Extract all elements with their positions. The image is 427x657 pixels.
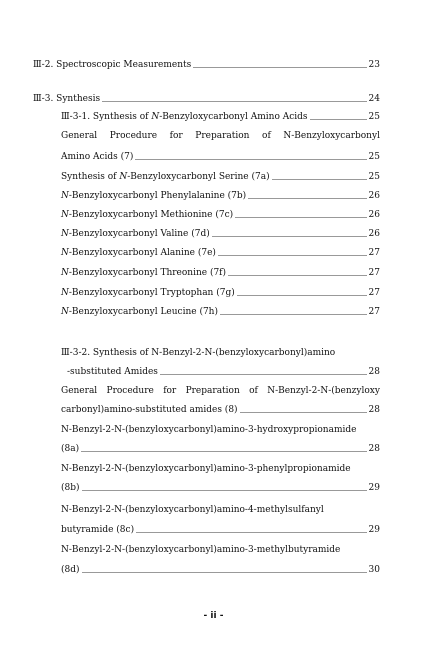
toc-entry-8a-line2: (8a) 28: [61, 444, 380, 454]
toc-entry-general-procedure-1-line1: General Procedure for Preparation of N-Benzyloxycarbonyl: [61, 131, 380, 141]
toc-entry-synthesis: Ⅲ-3. Synthesis 24: [33, 94, 380, 104]
toc-entry-8a-line1: N-Benzyl-2-N-(benzyloxycarbonyl)amino-3-hydroxypropionamide: [61, 425, 357, 435]
toc-entry-8b-line1: N-Benzyl-2-N-(benzyloxycarbonyl)amino-3-phenylpropionamide: [61, 464, 351, 474]
toc-entry-7c: N-Benzyloxycarbonyl Methionine (7c) 26: [61, 210, 380, 220]
toc-entry-synthesis-amides-line2: -substituted Amides 28: [67, 367, 380, 377]
toc-entry-7b: N-Benzyloxycarbonyl Phenylalanine (7b) 26: [61, 191, 380, 201]
toc-entry-7d: N-Benzyloxycarbonyl Valine (7d) 26: [61, 229, 380, 239]
toc-entry-7f: N-Benzyloxycarbonyl Threonine (7f) 27: [61, 268, 380, 278]
page-number: - ii -: [203, 611, 224, 621]
toc-entry-8c-line2: butyramide (8c) 29: [61, 525, 380, 535]
toc-entry-8d-line1: N-Benzyl-2-N-(benzyloxycarbonyl)amino-3-methylbutyramide: [61, 545, 341, 555]
toc-entry-8d-line2: (8d) 30: [61, 565, 380, 575]
toc-entry-spectroscopic: Ⅲ-2. Spectroscopic Measurements 23: [33, 60, 380, 70]
toc-entry-8c-line1: N-Benzyl-2-N-(benzyloxycarbonyl)amino-4-methylsulfanyl: [61, 505, 324, 515]
toc-entry-7h: N-Benzyloxycarbonyl Leucine (7h) 27: [61, 307, 380, 317]
toc-entry-8b-line2: (8b) 29: [61, 483, 380, 493]
toc-entry-synthesis-cbz-amino-acids: Ⅲ-3-1. Synthesis of N-Benzyloxycarbonyl Amino Acids 25: [61, 112, 380, 122]
toc-entry-general-procedure-2-line1: General Procedure for Preparation of N-Benzyl-2-N-(benzyloxy: [61, 386, 380, 396]
toc-entry-7g: N-Benzyloxycarbonyl Tryptophan (7g) 27: [61, 288, 380, 298]
toc-entry-synthesis-amides-line1: Ⅲ-3-2. Synthesis of N-Benzyl-2-N-(benzyloxycarbonyl)amino: [61, 348, 336, 358]
toc-entry-general-procedure-2-line2: carbonyl)amino-substituted amides (8) 28: [61, 405, 380, 415]
toc-entry-7a: Synthesis of N-Benzyloxycarbonyl Serine (7a) 25: [61, 172, 380, 182]
toc-entry-general-procedure-1-line2: Amino Acids (7) 25: [61, 152, 380, 162]
toc-entry-7e: N-Benzyloxycarbonyl Alanine (7e) 27: [61, 248, 380, 258]
